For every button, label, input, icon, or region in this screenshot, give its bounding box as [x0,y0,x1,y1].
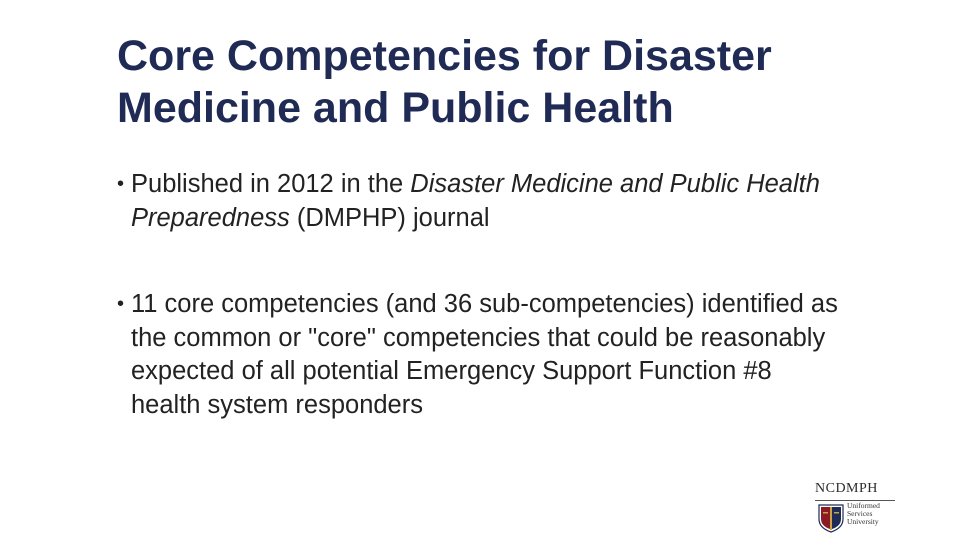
slide-title-line-2: Medicine and Public Health [117,84,674,132]
bullet-list [117,168,847,422]
ncdmph-logo [815,481,900,533]
bullet-item [117,168,847,235]
logo-subtitle-line: Uniformed [847,501,880,510]
bullet-text [131,168,847,235]
university-seal-icon [818,504,844,533]
bullet-item [117,288,847,422]
bullet-text-part: Published in 2012 in the [131,170,411,198]
bullet-marker: • [117,293,125,315]
logo-subtitle-line: Services [847,509,873,518]
journal-name: Disaster Medicine and Public Health Preparedness [131,170,820,232]
logo-wordmark: NCDMPH [815,481,878,496]
bullet-text: 11 core competencies (and 36 sub-competencies) identified as the common or "core" competencies that could be reasonably expected of all potential Emergency Support Function #8 health system responders [131,290,838,419]
bullet-marker: • [117,173,125,195]
logo-subtitle-line: University [847,517,879,526]
slide-title [117,30,897,134]
logo-subtitle [847,502,897,526]
bullet-text-part: (DMPHP) journal [289,203,490,232]
slide-title-line-1: Core Competencies for Disaster [117,32,772,80]
